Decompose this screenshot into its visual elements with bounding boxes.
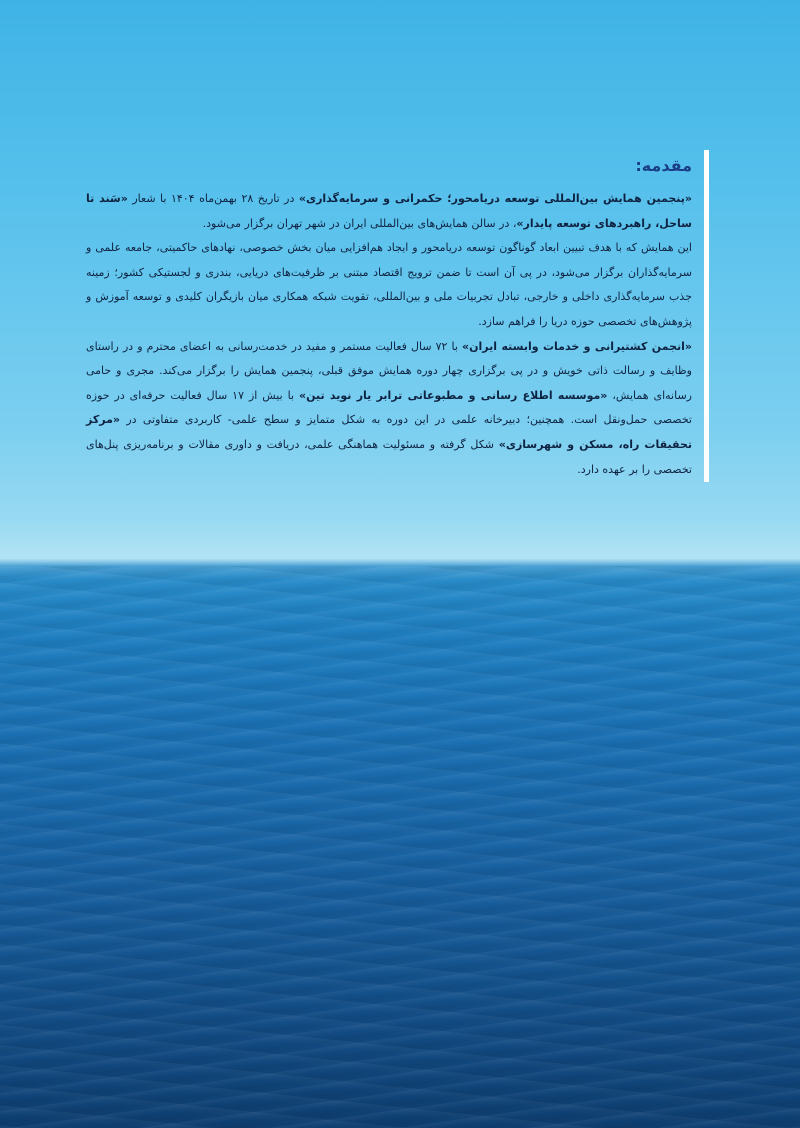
conference-title: «پنجمین همایش بین‌المللی توسعه دریامحور؛ حکمرانی و سرمایه‌گذاری» [298, 192, 693, 205]
conference-slogan: «سَند تا ساحل، راهبردهای توسعه پایدار» [86, 192, 692, 230]
media-sponsor-name: «موسسه اطلاع رسانی و مطبوعاتی ترابر یار نوید تین» [299, 388, 608, 402]
scientific-secretariat-name: «مرکز تحقیقات راه، مسکن و شهرسازی» [86, 413, 692, 451]
accent-bar [704, 150, 709, 482]
section-heading: مقدمه: [635, 156, 692, 175]
sea-waves [0, 566, 800, 1128]
intro-paragraph-3: «انجمن کشتیرانی و خدمات وابسته ایران» با ۷۲ سال فعالیت مستمر و مفید در خدمت‌رسانی به اعضای محترم و در راستای وظایف و رسالت ذاتی خویش و در پی برگزاری چهار دوره همایش موفق قبلی، پنجمین همایش را برگزار می‌کند. مجری و حامی رسانه‌ای همایش، «موسسه اطلاع رسانی و مطبوعاتی ترابر یار نوید تین» با بیش از ۱۷ سال فعالیت حرفه‌ای در حوزه تخصصی حمل‌ونقل است. همچنین؛ دبیرخانه علمی در این دوره به شکل متمایز و سطح علمی- کاربردی متفاوتی در «مرکز تحقیقات راه، مسکن و شهرسازی» شکل گرفته و مسئولیت هماهنگی علمی، دریافت و داوری مقالات و برنامه‌ریزی پنل‌های تخصصی را بر عهده دارد. [86, 339, 693, 476]
introduction-section [86, 150, 692, 482]
organizer-name: «انجمن کشتیرانی و خدمات وابسته ایران» [462, 339, 693, 353]
intro-paragraph-1: «پنجمین همایش بین‌المللی توسعه دریامحور؛ حکمرانی و سرمایه‌گذاری» در تاریخ ۲۸ بهمن‌ماه ۱۴۰۴ با شعار «سَند تا ساحل، راهبردهای توسعه پایدار»، در سالن همایش‌های بین‌المللی ایران در شهر تهران برگزار می‌شود. [86, 192, 693, 230]
intro-paragraph-2: این همایش که با هدف تبیین ابعاد گوناگون توسعه دریامحور و ایجاد هم‌افزایی میان بخش خصوصی، نهادهای حاکمیتی، جامعه علمی و سرمایه‌گذاران برگزار می‌شود، در پی آن است تا ضمن ترویج اقتصاد مبتنی بر ظرفیت‌های دریایی، بندری و لجستیکی کشور؛ زمینه جذب سرمایه‌گذاری داخلی و خارجی، تبادل تجربیات ملی و بین‌المللی، تقویت شبکه همکاری میان بازیگران کلیدی و توسعه آموزش و پژوهش‌های تخصصی حوزه دریا را فراهم سازد. [86, 241, 692, 328]
